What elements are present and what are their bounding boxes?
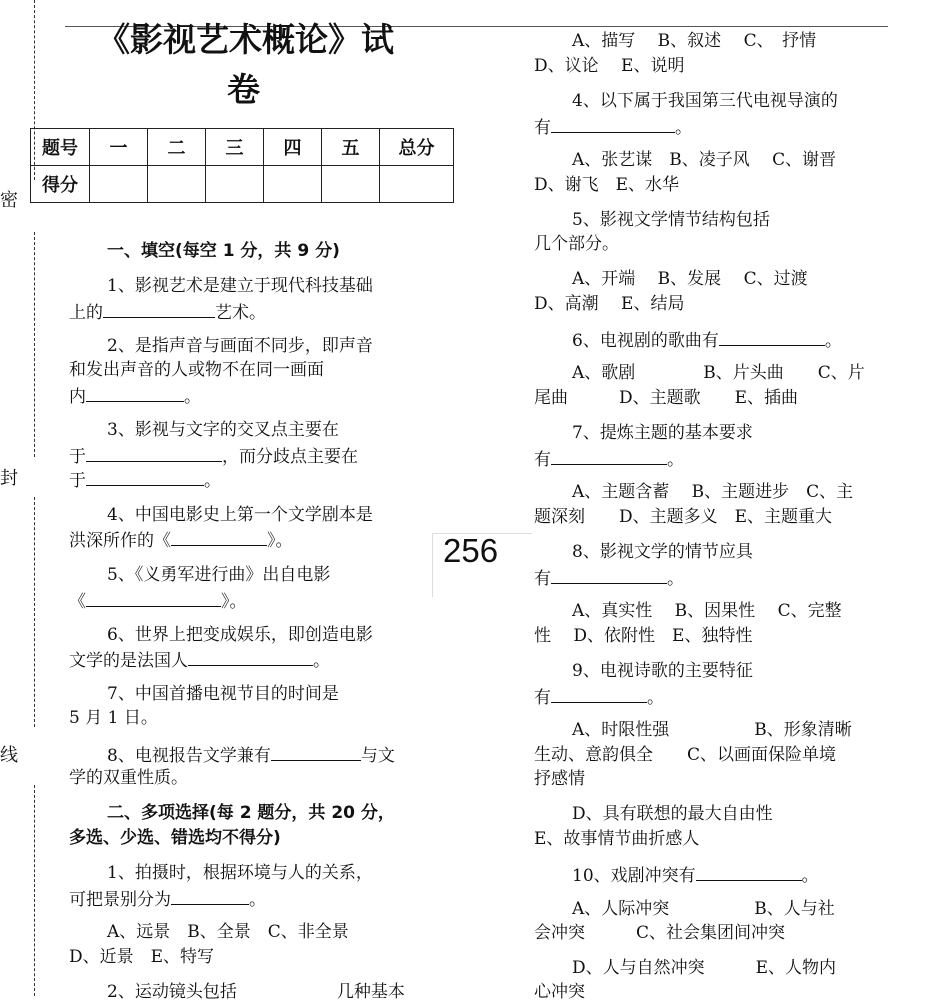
option-line: 尾曲 D、主题歌 E、插曲	[534, 388, 799, 408]
score-cell	[90, 166, 148, 203]
text: 2、运动镜头包括	[107, 982, 237, 1002]
option-line: A、时限性强 B、形象清晰	[572, 720, 852, 740]
text: 。	[675, 118, 692, 138]
question-line	[69, 527, 293, 554]
text: 艺术。	[215, 303, 266, 323]
text: 上的	[69, 303, 103, 323]
answer-blank[interactable]	[86, 467, 204, 486]
text: 。	[249, 890, 266, 910]
text: 8、电视报告文学兼有	[107, 746, 271, 766]
option-line: A、歌剧 B、片头曲 C、片	[572, 363, 865, 383]
text: 。	[204, 471, 221, 491]
score-cell	[380, 166, 454, 203]
answer-blank[interactable]	[103, 299, 215, 318]
text: 。	[667, 450, 684, 470]
score-header-cell: 总分	[380, 129, 454, 166]
question-line	[69, 443, 358, 470]
question-line: 5、《义勇军进行曲》出自电影	[107, 565, 331, 585]
text: 于	[69, 471, 86, 491]
question-line: 5 月 1 日。	[69, 708, 158, 728]
option-line: 性 D、依附性 E、独特性	[534, 626, 753, 646]
question-line	[534, 684, 664, 711]
answer-blank[interactable]	[551, 114, 675, 133]
question-line	[107, 980, 405, 1005]
score-table-score-row	[31, 166, 454, 203]
text: 6、电视剧的歌曲有	[572, 331, 719, 351]
question-line	[69, 467, 221, 494]
text: 有	[534, 118, 551, 138]
answer-blank[interactable]	[551, 565, 667, 584]
text: 有	[534, 688, 551, 708]
binding-line-mid1	[34, 232, 35, 457]
question-line	[534, 114, 692, 141]
answer-blank[interactable]	[551, 446, 667, 465]
score-header-cell: 四	[264, 129, 322, 166]
question-line: 3、影视与文字的交叉点主要在	[107, 420, 339, 440]
option-line: D、谢飞 E、水华	[534, 175, 680, 195]
text: ，而分歧点主要在	[222, 447, 358, 467]
question-line: 和发出声音的人或物不在同一画面	[69, 360, 324, 380]
question-line: 6、世界上把变成娱乐，即创造电影	[107, 625, 373, 645]
text: 几种基本	[336, 982, 405, 1002]
answer-blank[interactable]	[188, 647, 313, 666]
binding-line-mid2	[34, 497, 35, 727]
option-line: 会冲突 C、社会集团间冲突	[534, 923, 786, 943]
text: 有	[534, 569, 551, 589]
text: 。	[801, 866, 819, 886]
option-line: E、故事情节曲折感人	[534, 829, 700, 849]
answer-blank[interactable]	[551, 684, 647, 703]
score-table-header-row	[31, 129, 454, 166]
score-header-cell: 五	[322, 129, 380, 166]
score-cell	[322, 166, 380, 203]
text: 。	[184, 387, 201, 407]
answer-blank[interactable]	[171, 886, 249, 905]
answer-blank[interactable]	[271, 742, 361, 761]
text: 。	[313, 651, 330, 671]
score-header-cell: 二	[148, 129, 206, 166]
question-line: 1、拍摄时，根据环境与人的关系，	[107, 863, 373, 883]
answer-blank[interactable]	[86, 443, 222, 462]
answer-blank[interactable]	[171, 527, 267, 546]
section-2-heading: 二、多项选择(每 2 题分，共 20 分，	[107, 803, 395, 823]
question-line: 7、提炼主题的基本要求	[572, 423, 753, 443]
question-line: 几个部分。	[534, 234, 619, 254]
question-line	[572, 862, 819, 889]
score-header-cell: 三	[206, 129, 264, 166]
question-line: 1、影视艺术是建立于现代科技基础	[107, 276, 373, 296]
option-line: 抒感情	[534, 769, 585, 789]
text: 洪深所作的《	[69, 531, 171, 551]
question-line	[572, 327, 842, 354]
text: 。	[667, 569, 684, 589]
question-line	[534, 446, 684, 473]
text: 》。	[221, 592, 247, 612]
option-line: A、真实性 B、因果性 C、完整	[572, 601, 842, 621]
text: 10、戏剧冲突有	[572, 866, 696, 886]
option-line: A、主题含蓄 B、主题进步 C、主	[572, 482, 854, 502]
question-line	[69, 588, 247, 615]
option-line: 题深刻 D、主题多义 E、主题重大	[534, 507, 833, 527]
text: 。	[824, 331, 842, 351]
text: 《	[69, 592, 86, 612]
answer-blank[interactable]	[696, 862, 802, 881]
page-number: 256	[432, 533, 532, 597]
text: 有	[534, 450, 551, 470]
answer-blank[interactable]	[86, 383, 184, 402]
binding-mark-xian: 线	[0, 745, 18, 766]
text: 文学的是法国人	[69, 651, 188, 671]
question-line: 4、中国电影史上第一个文学剧本是	[107, 505, 373, 525]
option-line: D、具有联想的最大自由性	[572, 804, 773, 824]
question-line: 学的双重性质。	[69, 768, 188, 788]
score-header-cell: 一	[90, 129, 148, 166]
question-line	[534, 565, 684, 592]
question-line: 5、影视文学情节结构包括	[572, 210, 770, 230]
score-header-cell: 题号	[31, 129, 90, 166]
question-line: 8、影视文学的情节应具	[572, 542, 753, 562]
option-line: D、议论 E、说明	[534, 56, 685, 76]
text: 与文	[360, 746, 395, 766]
option-line: A、人际冲突 B、人与社	[572, 899, 835, 919]
question-line	[69, 299, 266, 326]
text: 内	[69, 387, 86, 407]
question-line: 7、中国首播电视节目的时间是	[107, 684, 339, 704]
binding-line-bottom	[34, 785, 35, 996]
exam-title-line2: 卷	[227, 70, 260, 109]
score-row-label: 得分	[31, 166, 90, 203]
text: 可把景别分为	[69, 890, 171, 910]
binding-mark-mi: 密	[0, 190, 18, 211]
question-line	[69, 647, 330, 674]
score-table	[30, 128, 454, 203]
question-line	[107, 742, 395, 769]
exam-title-line1: 《影视艺术概论》试	[97, 20, 394, 59]
score-cell	[206, 166, 264, 203]
score-cell	[148, 166, 206, 203]
option-line: D、高潮 E、结局	[534, 294, 685, 314]
question-line	[69, 383, 201, 410]
option-line: A、张艺谋 B、凌子风 C、谢晋	[572, 150, 837, 170]
option-line: A、描写 B、叙述 C、 抒情	[572, 31, 817, 51]
section-2-heading-cont: 多选、少选、错选均不得分)	[69, 828, 281, 848]
question-line: 9、电视诗歌的主要特征	[572, 661, 753, 681]
option-line: A、远景 B、全景 C、非全景	[107, 922, 349, 942]
option-line: D、近景 E、特写	[69, 947, 215, 967]
answer-blank[interactable]	[719, 327, 825, 346]
option-line: 心冲突	[534, 982, 585, 1002]
option-line: A、开端 B、发展 C、过渡	[572, 269, 808, 289]
answer-blank[interactable]	[86, 588, 221, 607]
text: 》。	[267, 531, 293, 551]
text: 。	[647, 688, 664, 708]
question-line: 4、以下属于我国第三代电视导演的	[572, 91, 838, 111]
text: 于	[69, 447, 86, 467]
option-line: 生动、意韵俱全 C、以画面保险单境	[534, 745, 837, 765]
question-line: 2、是指声音与画面不同步，即声音	[107, 336, 373, 356]
section-1-heading: 一、填空(每空 1 分，共 9 分)	[107, 241, 340, 261]
score-cell	[264, 166, 322, 203]
question-line	[69, 886, 266, 913]
option-line: D、人与自然冲突 E、人物内	[572, 958, 837, 978]
binding-mark-feng: 封	[0, 468, 18, 489]
